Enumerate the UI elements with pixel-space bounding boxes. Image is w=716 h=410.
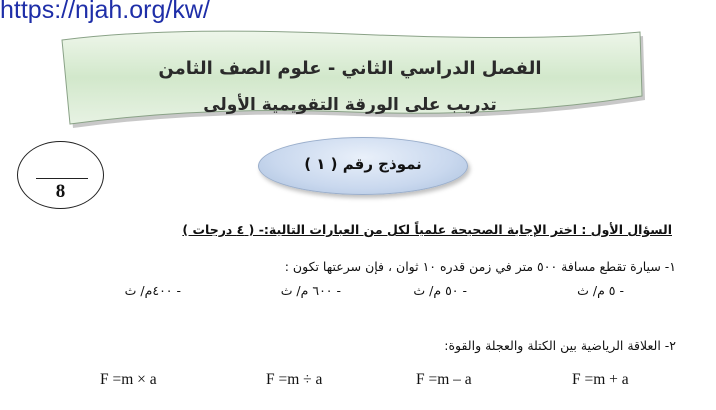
banner-title-line2: تدريب على الورقة التقويمية الأولى <box>203 95 497 115</box>
question1-option-b[interactable]: - ٥٠ م/ ث <box>413 283 467 298</box>
question2-option-b[interactable]: F =m – a <box>416 371 472 388</box>
question1-option-c[interactable]: - ٦٠٠ م/ ث <box>280 283 341 298</box>
question1-option-a[interactable]: - ٥ م/ ث <box>577 283 624 298</box>
question1-title: السؤال الأول : اختر الإجابة الصحيحة علمياً لكل من العبارات التالية:- ( ٤ درجات ) <box>182 222 672 237</box>
question1-stem: ١- سيارة تقطع مسافة ٥٠٠ متر في زمن قدره ١٠ ثوان ، فإن سرعتها تكون : <box>284 259 676 274</box>
question2-option-c[interactable]: F =m ÷ a <box>266 371 323 388</box>
banner-title-line1: الفصل الدراسي الثاني - علوم الصف الثامن <box>158 58 542 79</box>
question2-option-d[interactable]: F =m × a <box>100 371 157 388</box>
question1-option-d[interactable]: - ٤٠٠م/ ث <box>124 283 181 298</box>
score-divider <box>36 178 88 179</box>
question2-option-a[interactable]: F =m + a <box>572 371 629 388</box>
question2-stem: ٢- العلاقة الرياضية بين الكتلة والعجلة والقوة: <box>444 338 676 353</box>
model-label: نموذج رقم ( ١ ) <box>304 155 422 173</box>
watermark-url[interactable]: https://njah.org/kw/ <box>0 0 210 24</box>
score-value: 8 <box>55 181 66 202</box>
